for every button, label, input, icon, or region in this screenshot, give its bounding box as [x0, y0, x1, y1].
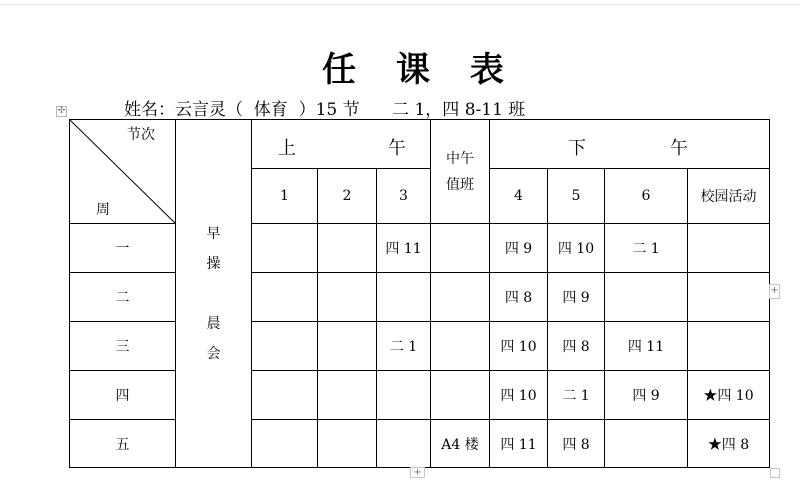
schedule-cell[interactable] [318, 420, 377, 468]
schedule-cell[interactable]: 四 11 [605, 322, 688, 371]
noon-duty-cell[interactable]: A4 楼 [431, 420, 490, 468]
activity-cell[interactable] [688, 273, 770, 322]
activity-cell[interactable]: ★四 8 [688, 420, 770, 468]
period-1-header: 1 [252, 169, 318, 224]
morning-char-3: 晨 [206, 315, 221, 332]
morning-session-header [252, 120, 431, 169]
schedule-table [69, 119, 770, 468]
diagonal-line [70, 120, 176, 224]
schedule-cell[interactable] [318, 322, 377, 371]
activity-cell[interactable] [688, 322, 770, 371]
period-5-header: 5 [548, 169, 605, 224]
corner-period-label: 节次 [127, 127, 155, 143]
period-6-header: 6 [605, 169, 688, 224]
noon-duty-header [431, 120, 490, 224]
page-title: 任 课 表 [322, 50, 518, 90]
schedule-cell[interactable] [252, 371, 318, 420]
campus-activity-header: 校园活动 [688, 169, 770, 224]
schedule-cell[interactable] [252, 224, 318, 273]
morning-char-2: 操 [206, 255, 221, 272]
schedule-cell[interactable]: 四 10 [490, 322, 548, 371]
table-row [70, 371, 770, 420]
schedule-cell[interactable] [252, 420, 318, 468]
schedule-cell[interactable]: 四 8 [490, 273, 548, 322]
weekday-label: 一 [70, 224, 176, 273]
schedule-cell[interactable]: 四 10 [548, 224, 605, 273]
noon-duty-cell[interactable] [431, 224, 490, 273]
noon-duty-cell[interactable] [431, 273, 490, 322]
pm-label-left: 下 [568, 138, 586, 159]
schedule-cell[interactable]: 四 9 [490, 224, 548, 273]
noon-duty-cell[interactable] [431, 322, 490, 371]
schedule-cell[interactable]: 四 9 [605, 371, 688, 420]
activity-cell[interactable] [688, 224, 770, 273]
period-3-header: 3 [377, 169, 431, 224]
morning-assembly-cell [176, 120, 252, 468]
weekday-label: 二 [70, 273, 176, 322]
schedule-cell[interactable]: 四 10 [490, 371, 548, 420]
table-row [70, 224, 770, 273]
table-resize-handle[interactable] [770, 468, 780, 478]
weekday-label: 五 [70, 420, 176, 468]
schedule-cell[interactable] [318, 224, 377, 273]
schedule-cell[interactable]: 四 11 [490, 420, 548, 468]
activity-cell[interactable]: ★四 10 [688, 371, 770, 420]
page-top-edge [0, 0, 800, 5]
table-row [70, 322, 770, 371]
schedule-cell[interactable]: 二 1 [548, 371, 605, 420]
weekday-label: 三 [70, 322, 176, 371]
schedule-cell[interactable] [252, 322, 318, 371]
add-row-button[interactable]: + [410, 467, 425, 478]
schedule-cell[interactable] [605, 420, 688, 468]
table-move-handle-icon[interactable]: ✣ [57, 106, 66, 116]
schedule-cell[interactable] [318, 273, 377, 322]
am-label-left: 上 [278, 138, 296, 159]
schedule-cell[interactable] [377, 273, 431, 322]
schedule-cell[interactable] [605, 273, 688, 322]
schedule-cell[interactable]: 四 8 [548, 322, 605, 371]
am-label-right: 午 [388, 138, 406, 159]
morning-char-1: 早 [206, 225, 221, 242]
weekday-label: 四 [70, 371, 176, 420]
table-row [70, 273, 770, 322]
schedule-cell[interactable]: 二 1 [605, 224, 688, 273]
morning-char-4: 会 [206, 345, 221, 362]
schedule-cell[interactable] [318, 371, 377, 420]
teacher-info: 姓名：云言灵（ 体育 ）15 节 二 1，四 8-11 班 [124, 100, 526, 120]
schedule-cell[interactable]: 四 9 [548, 273, 605, 322]
corner-weekday-label: 周 [96, 202, 110, 218]
schedule-cell[interactable]: 四 8 [548, 420, 605, 468]
table-row [70, 420, 770, 468]
schedule-cell[interactable] [252, 273, 318, 322]
morning-spacer [176, 279, 251, 309]
period-4-header: 4 [490, 169, 548, 224]
schedule-cell[interactable]: 四 11 [377, 224, 431, 273]
afternoon-session-header [490, 120, 770, 169]
noon-duty-cell[interactable] [431, 371, 490, 420]
period-2-header: 2 [318, 169, 377, 224]
schedule-cell[interactable]: 二 1 [377, 322, 431, 371]
schedule-cell[interactable] [377, 371, 431, 420]
noon-label-2: 值班 [446, 176, 474, 193]
schedule-cell[interactable] [377, 420, 431, 468]
corner-header [70, 120, 176, 224]
add-column-button[interactable]: + [769, 284, 780, 299]
noon-label-1: 中午 [446, 150, 474, 167]
pm-label-right: 午 [670, 138, 688, 159]
